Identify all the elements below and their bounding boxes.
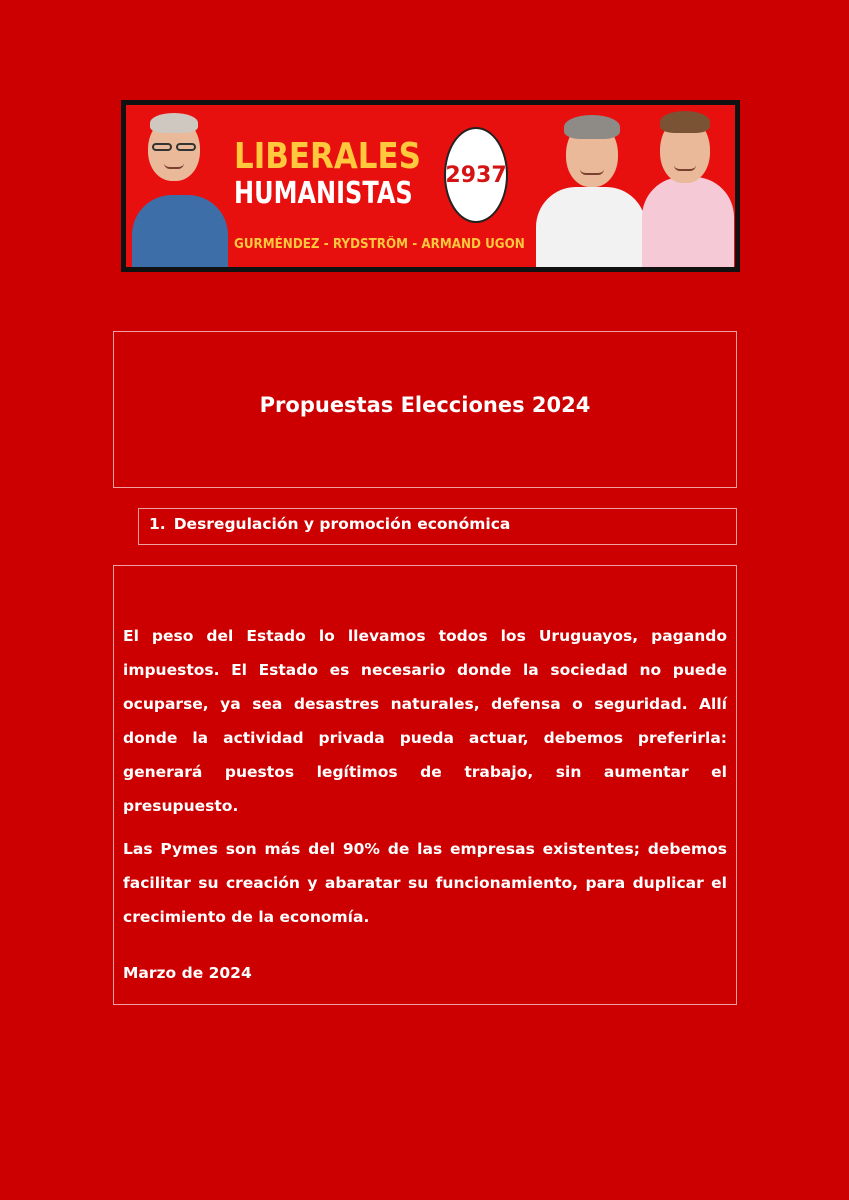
document-title: Propuestas Elecciones 2024 bbox=[259, 392, 591, 417]
candidate-photo-center bbox=[536, 107, 646, 267]
document-date: Marzo de 2024 bbox=[123, 964, 252, 982]
body-paragraph-2: Las Pymes son más del 90% de las empresas existentes; debemos facilitar su creación y abaratar su funcionamiento, para duplicar el crecimiento de la economía. bbox=[123, 840, 727, 926]
brand-title-bottom: HUMANISTAS bbox=[234, 176, 413, 211]
campaign-banner bbox=[121, 100, 740, 272]
candidate-names: GURMÉNDEZ - RYDSTRÖM - ARMAND UGON bbox=[234, 237, 525, 252]
brand-logo bbox=[234, 136, 457, 211]
section-number: 1. bbox=[149, 514, 166, 533]
body-paragraph-1: El peso del Estado lo llevamos todos los Uruguayos, pagando impuestos. El Estado es necesario donde la sociedad no puede ocuparse, ya sea desastres naturales, defensa o seguridad. Allí donde la actividad privada pueda actuar, debemos preferirla: generará puestos legítimos de trabajo, sin aumentar el presupuesto. bbox=[123, 627, 727, 815]
body-box bbox=[113, 565, 737, 1005]
list-number-badge: 2937 bbox=[444, 127, 508, 223]
candidate-photo-right bbox=[638, 107, 738, 267]
title-box bbox=[113, 331, 737, 488]
brand-title-top: LIBERALES bbox=[234, 136, 421, 177]
section-heading: Desregulación y promoción económica bbox=[173, 514, 511, 533]
section-heading-box bbox=[138, 508, 737, 545]
candidate-photo-left bbox=[130, 107, 230, 267]
